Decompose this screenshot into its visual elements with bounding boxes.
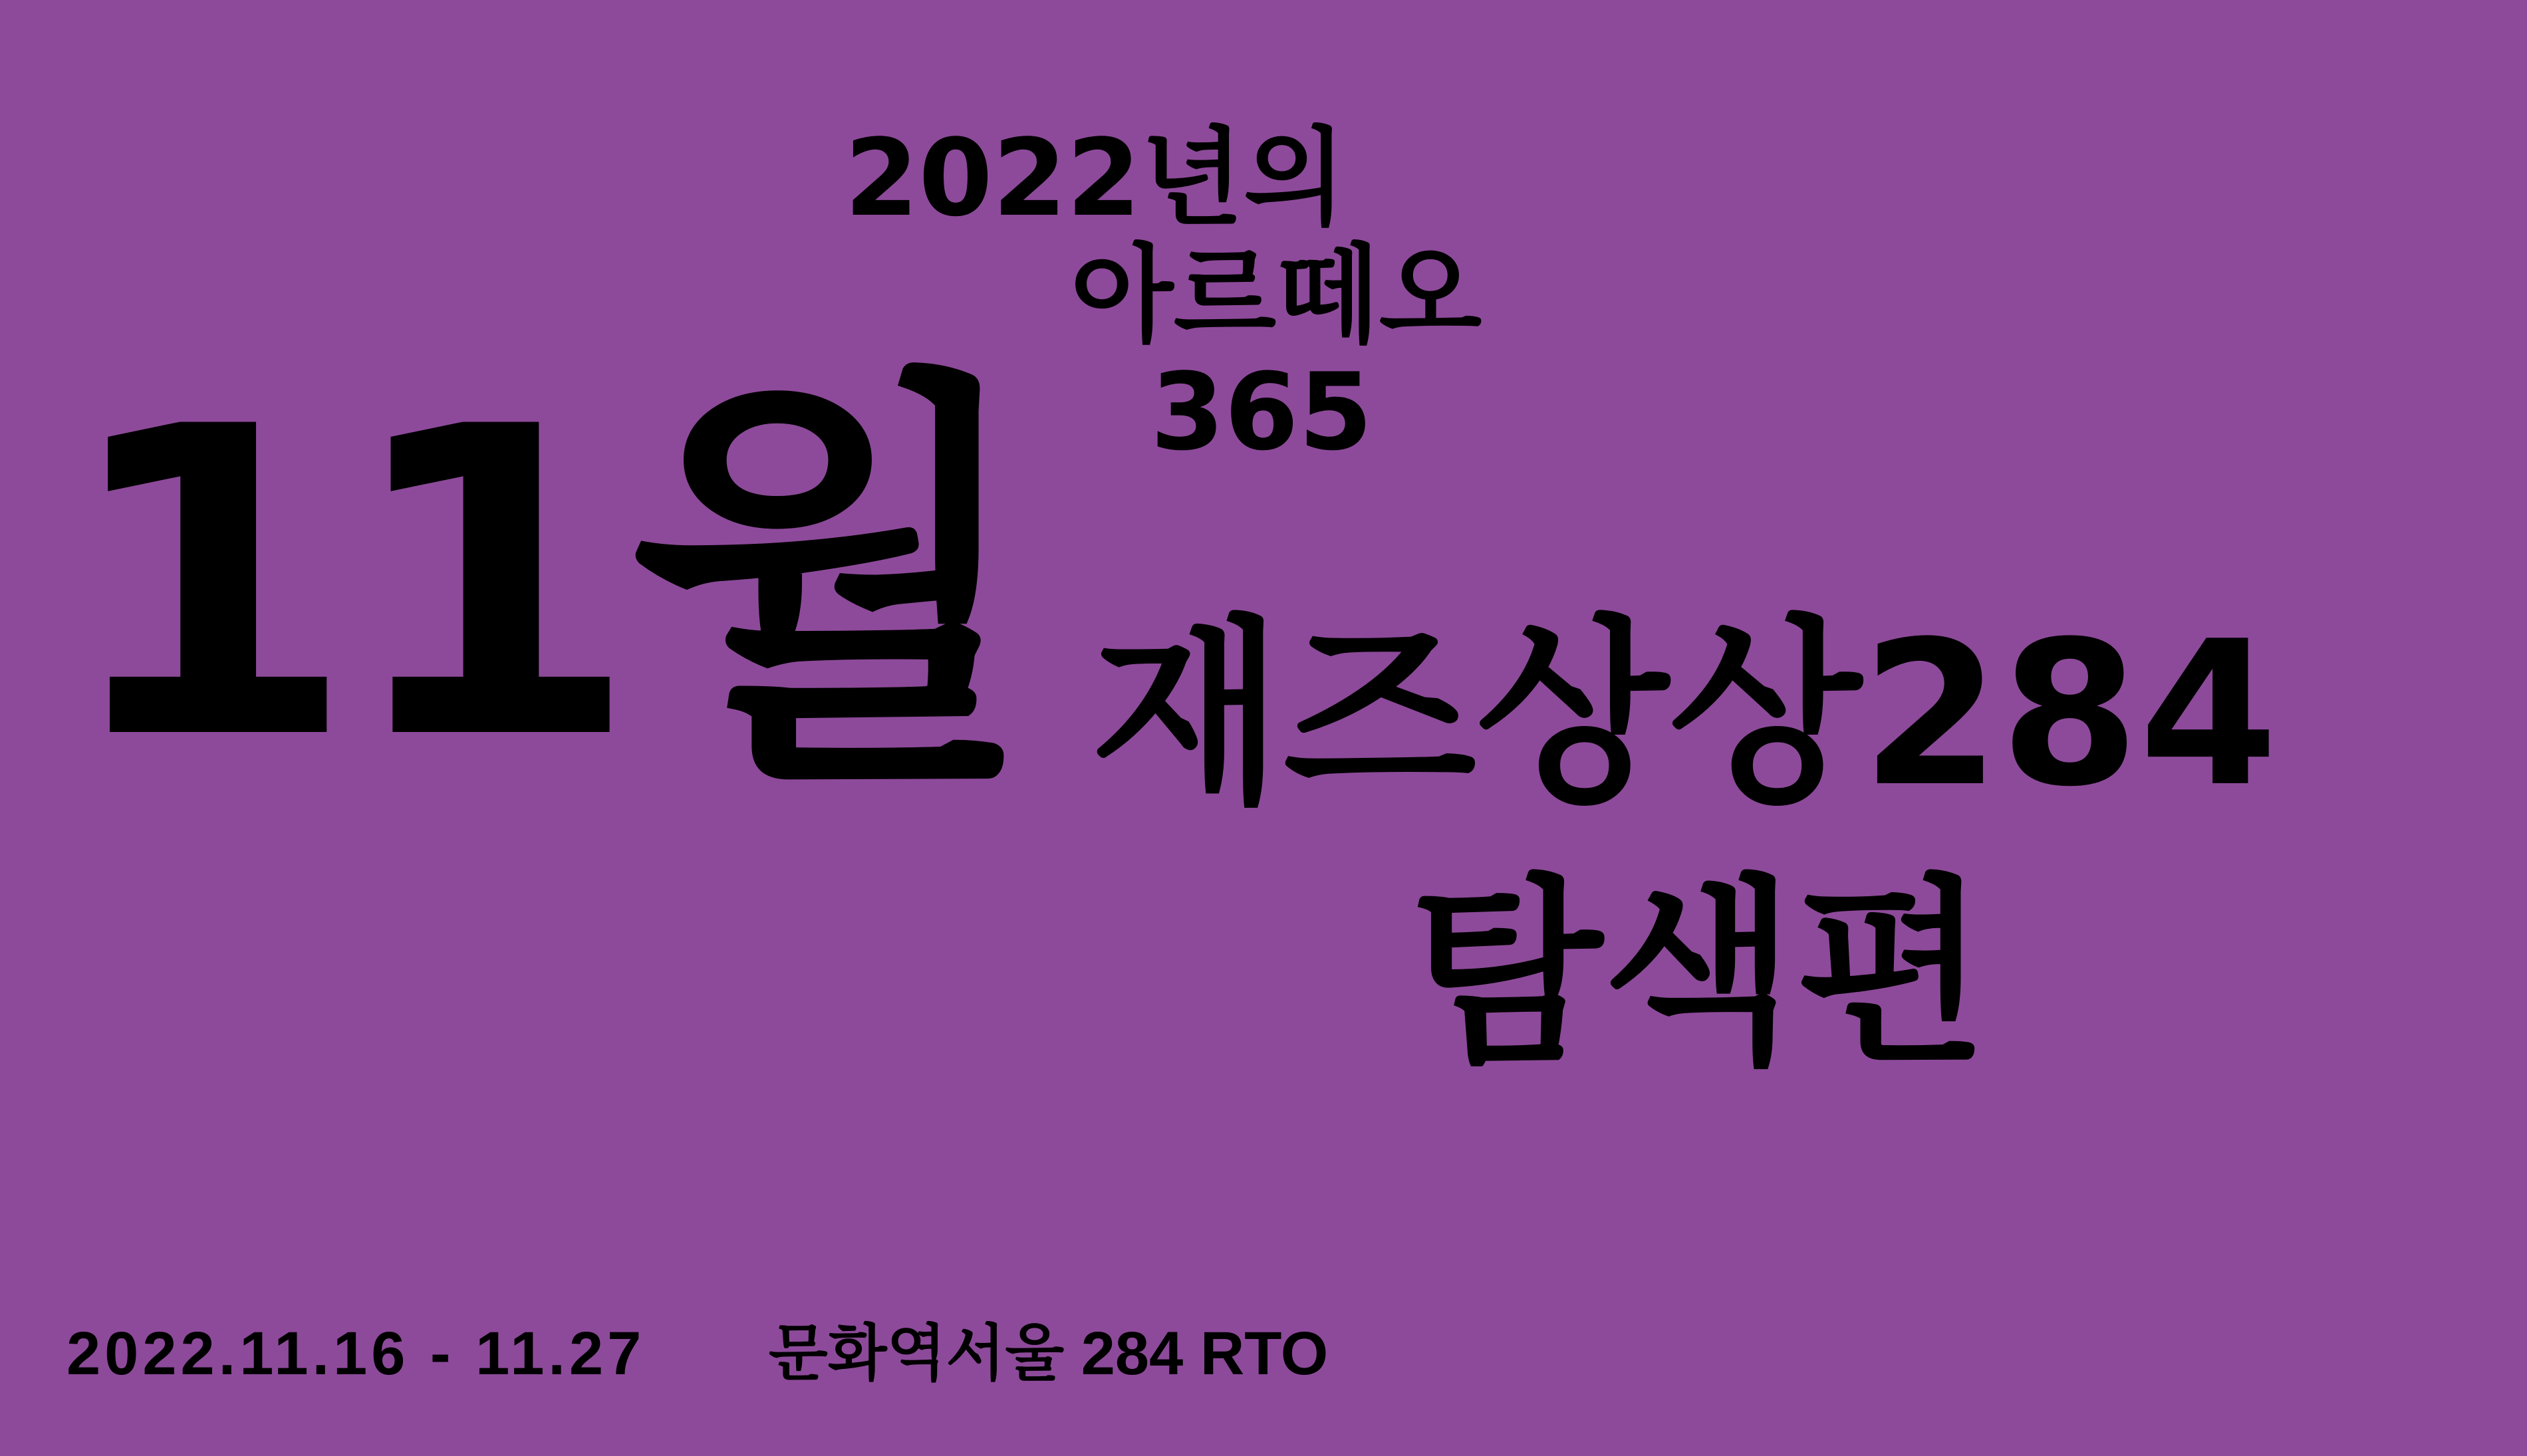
program-title-line-2: 탐색편 [1410,858,1988,1090]
event-venue: 문화역서울 284 RTO [768,1320,1329,1388]
month-heading: 11월 [60,337,1023,832]
program-title [1091,585,2278,1104]
program-title-line-1: 재즈상상284 [1091,598,2278,830]
event-dates: 2022.11.16 - 11.27 [66,1320,646,1388]
series-title-line-3: 365 [1150,350,1373,474]
series-title-line-1: 2022년의 [845,116,1347,240]
series-title-line-2: 아르떼오 [1071,233,1482,357]
footer-info [66,1320,1329,1388]
